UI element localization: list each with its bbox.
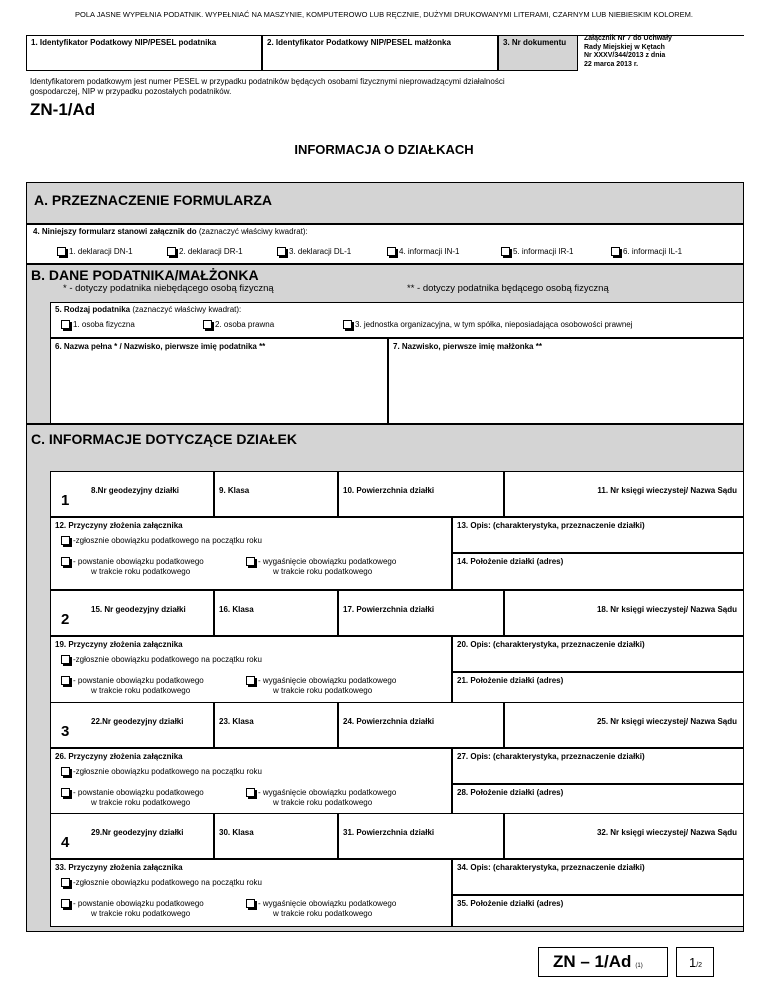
plot-reason-label: 19. Przyczyny złożenia załącznika	[55, 640, 183, 649]
taxpayer-type-field	[50, 302, 744, 338]
plot-land-register-field[interactable]	[504, 813, 744, 859]
plot-desc-label: 20. Opis: (charakterystyka, przeznaczenie działki)	[457, 640, 645, 649]
plot-book-label: 32. Nr księgi wieczystej/ Nazwa Sądu	[596, 828, 737, 837]
type-label: 2. osoba prawna	[215, 320, 275, 329]
checkbox[interactable]	[61, 536, 70, 545]
plot-class-label: 23. Klasa	[219, 717, 254, 726]
option-label: 5. informacji IR-1	[513, 247, 574, 256]
plot-class-field[interactable]	[214, 813, 338, 859]
reason-start-of-year[interactable]	[61, 536, 262, 546]
plot-area-field[interactable]	[338, 590, 504, 636]
form-code: ZN-1/Ad	[30, 100, 96, 119]
reason-label: - powstanie obowiązku podatkowego	[73, 557, 204, 566]
page-current: 1	[689, 955, 697, 970]
reason-label: - powstanie obowiązku podatkowego	[73, 676, 204, 685]
plot-area-field[interactable]	[338, 813, 504, 859]
reason-arise-sub: w trakcie roku podatkowego	[91, 567, 191, 576]
page-number	[689, 955, 702, 970]
plot-number: 3	[61, 723, 70, 740]
option-label: 1. deklaracji DN-1	[69, 247, 133, 256]
reason-obligation-expires[interactable]	[246, 899, 396, 909]
checkbox[interactable]	[61, 788, 70, 797]
plot-reason-label: 12. Przyczyny złożenia załącznika	[55, 521, 183, 530]
section-b-heading: B. DANE PODATNIKA/MAŁŻONKA	[31, 267, 259, 283]
plot-description-field[interactable]	[452, 517, 744, 553]
checkbox[interactable]	[57, 247, 66, 256]
field6-label: 6. Nazwa pełna * / Nazwisko, pierwsze imię podatnika **	[55, 342, 266, 351]
plot-class-field[interactable]	[214, 702, 338, 748]
note-natural: ** - dotyczy podatnika będącego osobą fizyczną	[407, 283, 609, 294]
plot-land-register-field[interactable]	[504, 590, 744, 636]
field3-label: 3. Nr dokumentu	[503, 38, 567, 47]
plot-desc-label: 34. Opis: (charakterystyka, przeznaczenie działki)	[457, 863, 645, 872]
plot-geodesic-number-field[interactable]	[50, 813, 214, 859]
attachment-line: Rady Miejskiej w Kętach	[584, 43, 665, 51]
checkbox[interactable]	[501, 247, 510, 256]
reason-start-of-year[interactable]	[61, 767, 262, 777]
option-ir1[interactable]	[501, 247, 573, 257]
identifier-note	[30, 77, 750, 97]
reason-arise-sub: w trakcie roku podatkowego	[91, 909, 191, 918]
plot-number: 4	[61, 834, 70, 851]
reason-expire-sub: w trakcie roku podatkowego	[273, 798, 373, 807]
checkbox[interactable]	[246, 788, 255, 797]
plot-class-field[interactable]	[214, 471, 338, 517]
type-legal-person[interactable]	[203, 320, 274, 330]
section-a-header	[26, 182, 744, 224]
footer-code-sup: (1)	[635, 963, 643, 969]
page-total: /2	[696, 962, 703, 969]
plot-class-label: 16. Klasa	[219, 605, 254, 614]
attachment-line: Nr XXXV/344/2013 z dnia	[584, 52, 666, 59]
option-dn1[interactable]	[57, 247, 133, 257]
reason-arise-sub: w trakcie roku podatkowego	[91, 686, 191, 695]
top-instruction: POLA JASNE WYPEŁNIA PODATNIK. WYPEŁNIAĆ NA MASZYNIE, KOMPUTEROWO LUB RĘCZNIE, DUŻYMI DRUKOWANYMI LITERAMI, CZARNYM LUB NIEBIESKIM KOLOREM.	[74, 10, 693, 19]
plot-loc-label: 21. Położenie działki (adres)	[457, 676, 564, 685]
plot-class-label: 9. Klasa	[219, 486, 250, 495]
identifier-note-line: Identyfikatorem podatkowym jest numer PESEL w przypadku podatników będących osobami fizycznymi nieprowadzącymi działalności	[30, 77, 505, 86]
checkbox[interactable]	[61, 676, 70, 685]
reason-obligation-expires[interactable]	[246, 557, 396, 567]
reason-arise-sub: w trakcie roku podatkowego	[91, 798, 191, 807]
field4-title: 4. Niniejszy formularz stanowi załącznik do	[33, 227, 197, 236]
plot-geodesic-number-field[interactable]	[50, 471, 214, 517]
field1-label: 1. Identyfikator Podatkowy NIP/PESEL podatnika	[31, 38, 217, 47]
taxpayer-name-field[interactable]	[50, 338, 388, 424]
plot-loc-label: 35. Położenie działki (adres)	[457, 899, 564, 908]
reason-expire-sub: w trakcie roku podatkowego	[273, 567, 373, 576]
checkbox[interactable]	[387, 247, 396, 256]
checkbox[interactable]	[167, 247, 176, 256]
plot-reason-label: 33. Przyczyny złożenia załącznika	[55, 863, 183, 872]
plot-number: 2	[61, 611, 70, 628]
plot-reasons-field	[50, 636, 452, 709]
note-non-natural: * - dotyczy podatnika niebędącego osobą fizyczną	[63, 283, 274, 294]
plot-area-label: 10. Powierzchnia działki	[343, 486, 435, 495]
plot-area-field[interactable]	[338, 471, 504, 517]
reason-obligation-expires[interactable]	[246, 676, 396, 686]
plot-loc-label: 28. Położenie działki (adres)	[457, 788, 564, 797]
plot-reasons-field	[50, 748, 452, 821]
plot-area-label: 17. Powierzchnia działki	[343, 605, 435, 614]
plot-geo-label: 22.Nr geodezyjny działki	[91, 717, 184, 726]
reason-label: - wygaśnięcie obowiązku podatkowego	[258, 676, 397, 685]
checkbox[interactable]	[61, 557, 70, 566]
plot-area-label: 31. Powierzchnia działki	[343, 828, 435, 837]
footer-page	[676, 947, 714, 977]
field5-label	[55, 305, 241, 315]
nip-pesel-taxpayer-field[interactable]	[26, 35, 262, 71]
spouse-name-field[interactable]	[388, 338, 744, 424]
plot-book-label: 25. Nr księgi wieczystej/ Nazwa Sądu	[596, 717, 737, 726]
plot-geo-label: 8.Nr geodezyjny działki	[91, 486, 180, 495]
attachment-note	[584, 35, 744, 69]
plot-loc-label: 14. Położenie działki (adres)	[457, 557, 564, 566]
plot-location-field[interactable]	[452, 553, 744, 590]
field2-label: 2. Identyfikator Podatkowy NIP/PESEL małżonka	[267, 38, 451, 47]
footer-code	[553, 952, 643, 972]
checkbox[interactable]	[246, 557, 255, 566]
checkbox[interactable]	[343, 320, 352, 329]
footer-form-code	[538, 947, 668, 977]
type-natural-person[interactable]	[61, 320, 135, 330]
field7-label: 7. Nazwisko, pierwsze imię małżonka **	[393, 342, 542, 351]
reason-label: - wygaśnięcie obowiązku podatkowego	[258, 788, 397, 797]
checkbox[interactable]	[277, 247, 286, 256]
checkbox[interactable]	[61, 655, 70, 664]
option-label: 4. informacji IN-1	[399, 247, 460, 256]
checkbox[interactable]	[246, 676, 255, 685]
reason-label: - wygaśnięcie obowiązku podatkowego	[258, 899, 397, 908]
plot-land-register-field[interactable]	[504, 471, 744, 517]
option-il1[interactable]	[611, 247, 682, 257]
field5-hint: (zaznaczyć właściwy kwadrat):	[130, 305, 242, 314]
reason-label: -zgłosznie obowiązku podatkowego na początku roku	[73, 878, 263, 887]
reason-label: -zgłosznie obowiązku podatkowego na początku roku	[73, 767, 263, 776]
reason-expire-sub: w trakcie roku podatkowego	[273, 909, 373, 918]
option-dl1[interactable]	[277, 247, 351, 257]
option-dr1[interactable]	[167, 247, 243, 257]
option-label: 6. informacji IL-1	[623, 247, 683, 256]
plot-geo-label: 29.Nr geodezyjny działki	[91, 828, 184, 837]
identifier-note-line: gospodarczej, NIP w przypadku pozostałych podatników.	[30, 87, 232, 96]
field4-label	[33, 227, 308, 237]
plot-class-field[interactable]	[214, 590, 338, 636]
plot-number: 1	[61, 492, 70, 509]
plot-desc-label: 13. Opis: (charakterystyka, przeznaczenie działki)	[457, 521, 645, 530]
plot-reasons-field	[50, 517, 452, 590]
plot-desc-label: 27. Opis: (charakterystyka, przeznaczenie działki)	[457, 752, 645, 761]
checkbox[interactable]	[246, 899, 255, 908]
plot-geodesic-number-field[interactable]	[50, 590, 214, 636]
document-number-field	[498, 35, 578, 71]
section-a-heading: A. PRZEZNACZENIE FORMULARZA	[34, 192, 272, 208]
option-in1[interactable]	[387, 247, 459, 257]
checkbox[interactable]	[61, 320, 70, 329]
reason-expire-sub: w trakcie roku podatkowego	[273, 686, 373, 695]
type-organizational-unit[interactable]	[343, 320, 633, 330]
checkbox[interactable]	[61, 767, 70, 776]
plot-geodesic-number-field[interactable]	[50, 702, 214, 748]
reason-start-of-year[interactable]	[61, 655, 262, 665]
plot-land-register-field[interactable]	[504, 702, 744, 748]
reason-obligation-arises[interactable]	[61, 557, 204, 567]
plot-book-label: 11. Nr księgi wieczystej/ Nazwa Sądu	[597, 486, 737, 495]
form-title: INFORMACJA O DZIAŁKACH	[294, 142, 474, 157]
option-label: 2. deklaracji DR-1	[179, 247, 243, 256]
plot-area-label: 24. Powierzchnia działki	[343, 717, 435, 726]
reason-label: - powstanie obowiązku podatkowego	[73, 788, 204, 797]
attachment-line: Załącznik Nr 7 do Uchwały	[584, 35, 672, 42]
plot-reason-label: 26. Przyczyny złożenia załącznika	[55, 752, 183, 761]
checkbox[interactable]	[203, 320, 212, 329]
reason-start-of-year[interactable]	[61, 878, 262, 888]
option-label: 3. deklaracji DL-1	[289, 247, 352, 256]
field4-hint: (zaznaczyć właściwy kwadrat):	[196, 227, 308, 236]
reason-obligation-arises[interactable]	[61, 788, 204, 798]
checkbox[interactable]	[61, 878, 70, 887]
field5-title: 5. Rodzaj podatnika	[55, 305, 131, 314]
attachment-line: 22 marca 2013 r.	[584, 60, 639, 68]
plot-description-field[interactable]	[452, 859, 744, 895]
section-c-heading: C. INFORMACJE DOTYCZĄCE DZIAŁEK	[31, 431, 297, 447]
plot-area-field[interactable]	[338, 702, 504, 748]
type-label: 1. osoba fizyczna	[73, 320, 135, 329]
reason-obligation-arises[interactable]	[61, 899, 204, 909]
section-a-field4	[26, 224, 744, 264]
plot-reasons-field	[50, 859, 452, 927]
reason-obligation-arises[interactable]	[61, 676, 204, 686]
plot-location-field[interactable]	[452, 895, 744, 927]
plot-description-field[interactable]	[452, 636, 744, 672]
plot-geo-label: 15. Nr geodezyjny działki	[91, 605, 186, 614]
type-label: 3. jednostka organizacyjna, w tym spółka, nieposiadająca osobowości prawnej	[355, 320, 633, 329]
reason-obligation-expires[interactable]	[246, 788, 396, 798]
checkbox[interactable]	[61, 899, 70, 908]
plot-book-label: 18. Nr księgi wieczystej/ Nazwa Sądu	[596, 605, 737, 614]
reason-label: - wygaśnięcie obowiązku podatkowego	[258, 557, 397, 566]
nip-pesel-spouse-field[interactable]	[262, 35, 498, 71]
reason-label: - powstanie obowiązku podatkowego	[73, 899, 204, 908]
plot-class-label: 30. Klasa	[219, 828, 254, 837]
checkbox[interactable]	[611, 247, 620, 256]
plot-description-field[interactable]	[452, 748, 744, 784]
reason-label: -zgłosznie obowiązku podatkowego na początku roku	[73, 536, 263, 545]
footer-code-text: ZN – 1/Ad	[553, 952, 632, 971]
reason-label: -zgłosznie obowiązku podatkowego na początku roku	[73, 655, 263, 664]
